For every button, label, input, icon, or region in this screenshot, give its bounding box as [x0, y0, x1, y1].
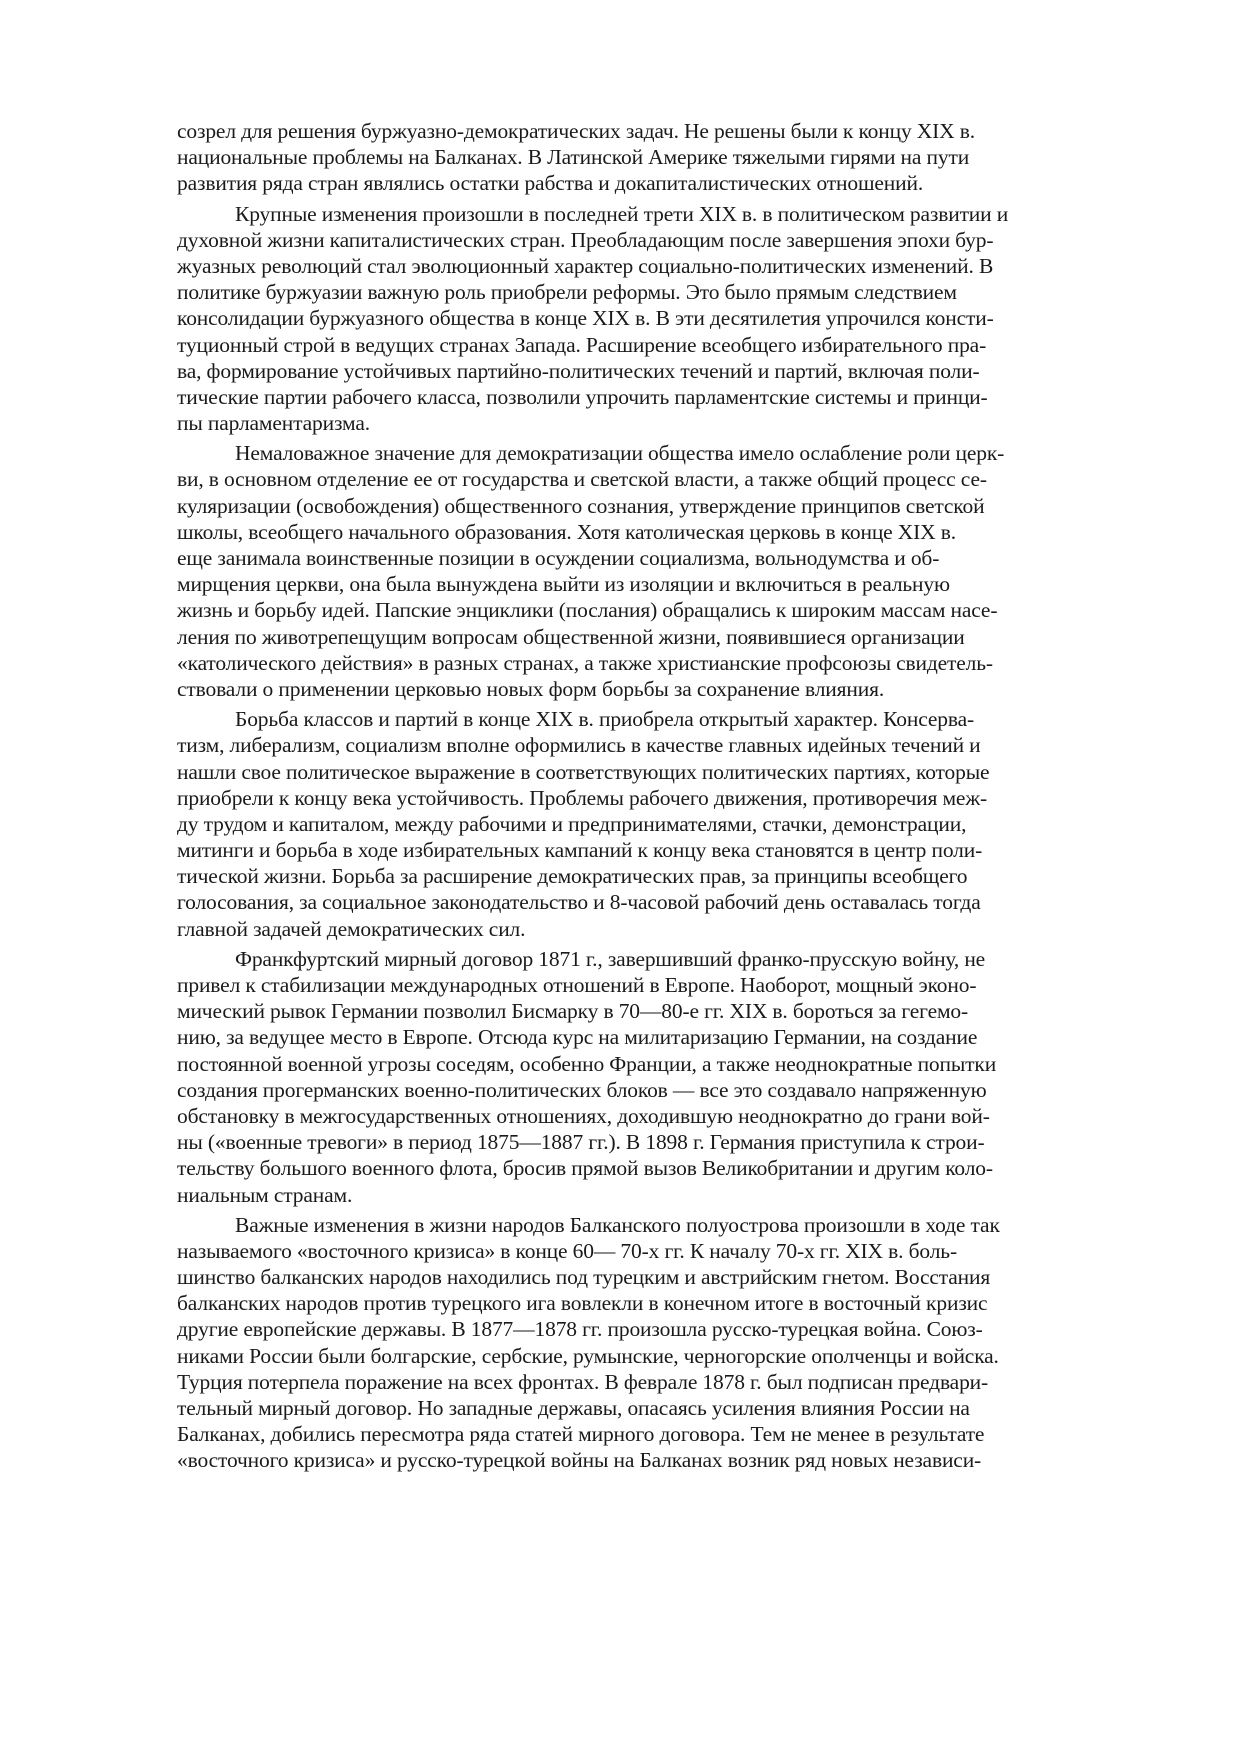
text-line: ва, формирование устойчивых партийно-политических течений и партий, включая поли-: [177, 358, 980, 383]
text-line: пы парламентаризма.: [177, 411, 370, 436]
text-line: тельству большого военного флота, бросив прямой вызов Великобритании и другим коло-: [177, 1156, 993, 1181]
text-line: мирщения церкви, она была вынуждена выйти из изоляции и включиться в реальную: [177, 572, 950, 597]
text-line: тельный мирный договор. Но западные державы, опасаясь усиления влияния России на: [177, 1396, 970, 1420]
text-line: еще занимала воинственные позиции в осуждении социализма, вольнодумства и об-: [177, 546, 940, 570]
paragraph-6: [177, 1212, 1157, 1474]
paragraph-2: [177, 201, 1157, 437]
text-line: привел к стабилизации международных отношений в Европе. Наоборот, мощный эконо-: [177, 973, 977, 997]
text-line: жизнь и борьбу идей. Папские энциклики (послания) обращались к широким массам насе-: [177, 598, 998, 623]
text-line: Немаловажное значение для демократизации общества имело ослабление роли церк-: [235, 441, 1005, 466]
text-line: шинство балканских народов находились под турецким и австрийским гнетом. Восстания: [177, 1265, 991, 1290]
text-line: создания прогерманских военно-политических блоков — все это создавало напряженную: [177, 1077, 987, 1102]
text-line: называемого «восточного кризиса» в конце 60— 70-х гг. К началу 70-х гг. XIX в. боль-: [177, 1238, 957, 1263]
text-line: приобрели к концу века устойчивость. Проблемы рабочего движения, противоречия меж-: [177, 785, 988, 810]
text-line: «католического действия» в разных странах, а также христианские профсоюзы свидетель-: [177, 650, 993, 675]
paragraph-1: [177, 118, 1157, 197]
text-line: ду трудом и капиталом, между рабочими и предпринимателями, стачки, демонстрации,: [177, 811, 967, 836]
text-line: школы, всеобщего начального образования. Хотя католическая церковь в конце XIX в.: [177, 519, 957, 544]
text-line: главной задачей демократических сил.: [177, 916, 526, 941]
text-line: тической жизни. Борьба за расширение демократических прав, за принципы всеобщего: [177, 864, 968, 889]
text-line: Борьба классов и партий в конце XIX в. приобрела открытый характер. Консерва-: [235, 707, 974, 732]
text-line: Крупные изменения произошли в последней трети XIX в. в политическом развитии и: [235, 201, 1009, 226]
text-line: жуазных революций стал эволюционный характер социально-политических изменений. В: [177, 253, 994, 278]
body-text: [177, 118, 1157, 1478]
text-line: голосования, за социальное законодательство и 8-часовой рабочий день оставалась тогда: [177, 890, 981, 915]
text-line: развития ряда стран являлись остатки рабства и докапиталистических отношений.: [177, 171, 924, 196]
text-line: туционный строй в ведущих странах Запада. Расширение всеобщего избирательного пра-: [177, 332, 987, 357]
text-line: тические партии рабочего класса, позволили упрочить парламентские системы и принци-: [177, 384, 988, 409]
text-line: «восточного кризиса» и русско-турецкой войны на Балканах возник ряд новых независи-: [177, 1448, 982, 1473]
text-line: консолидации буржуазного общества в конце XIX в. В эти десятилетия упрочился консти-: [177, 306, 994, 331]
text-line: Балканах, добились пересмотра ряда статей мирного договора. Тем не менее в результате: [177, 1422, 985, 1447]
paragraph-5: [177, 946, 1157, 1208]
text-line: созрел для решения буржуазно-демократических задач. Не решены были к концу XIX в.: [177, 119, 976, 143]
text-line: ны («военные тревоги» в период 1875—1887 гг.). В 1898 г. Германия приступила к строи-: [177, 1130, 985, 1155]
text-line: ниальным странам.: [177, 1182, 353, 1207]
text-line: мический рывок Германии позволил Бисмарку в 70—80-е гг. XIX в. бороться за гегемо-: [177, 999, 969, 1024]
text-line: обстановку в межгосударственных отношениях, доходившую неоднократно до грани вой-: [177, 1103, 990, 1128]
paragraph-3: [177, 440, 1157, 702]
text-line: нашли свое политическое выражение в соответствующих политических партиях, которые: [177, 759, 990, 784]
text-line: тизм, либерализм, социализм вполне оформились в качестве главных идейных течений и: [177, 733, 981, 758]
text-line: нию, за ведущее место в Европе. Отсюда курс на милитаризацию Германии, на создание: [177, 1025, 978, 1050]
text-line: духовной жизни капиталистических стран. Преобладающим после завершения эпохи бур-: [177, 227, 994, 252]
text-line: национальные проблемы на Балканах. В Латинской Америке тяжелыми гирями на пути: [177, 145, 970, 170]
text-line: ви, в основном отделение ее от государства и светской власти, а также общий процесс се-: [177, 467, 987, 492]
text-line: балканских народов против турецкого ига вовлекли в конечном итоге в восточный кризис: [177, 1291, 988, 1316]
text-line: политике буржуазии важную роль приобрели реформы. Это было прямым следствием: [177, 280, 957, 305]
text-line: Важные изменения в жизни народов Балканского полуострова произошли в ходе так: [235, 1212, 1000, 1237]
paragraph-4: [177, 706, 1157, 942]
text-line: митинги и борьба в ходе избирательных кампаний к концу века становятся в центр поли-: [177, 838, 983, 863]
text-line: постоянной военной угрозы соседям, особенно Франции, а также неоднократные попытки: [177, 1051, 997, 1076]
text-line: ления по животрепещущим вопросам общественной жизни, появившиеся организации: [177, 624, 965, 649]
text-line: другие европейские державы. В 1877—1878 гг. произошла русско-турецкая война. Союз-: [177, 1317, 983, 1342]
text-line: Франкфуртский мирный договор 1871 г., завершивший франко-прусскую войну, не: [235, 946, 986, 971]
text-line: куляризации (освобождения) общественного сознания, утверждение принципов светской: [177, 493, 985, 518]
text-line: ствовали о применении церковью новых форм борьбы за сохранение влияния.: [177, 676, 885, 701]
text-line: Турция потерпела поражение на всех фронтах. В феврале 1878 г. был подписан предвари-: [177, 1369, 989, 1394]
text-line: никами России были болгарские, сербские, румынские, черногорские ополченцы и войска.: [177, 1343, 999, 1368]
